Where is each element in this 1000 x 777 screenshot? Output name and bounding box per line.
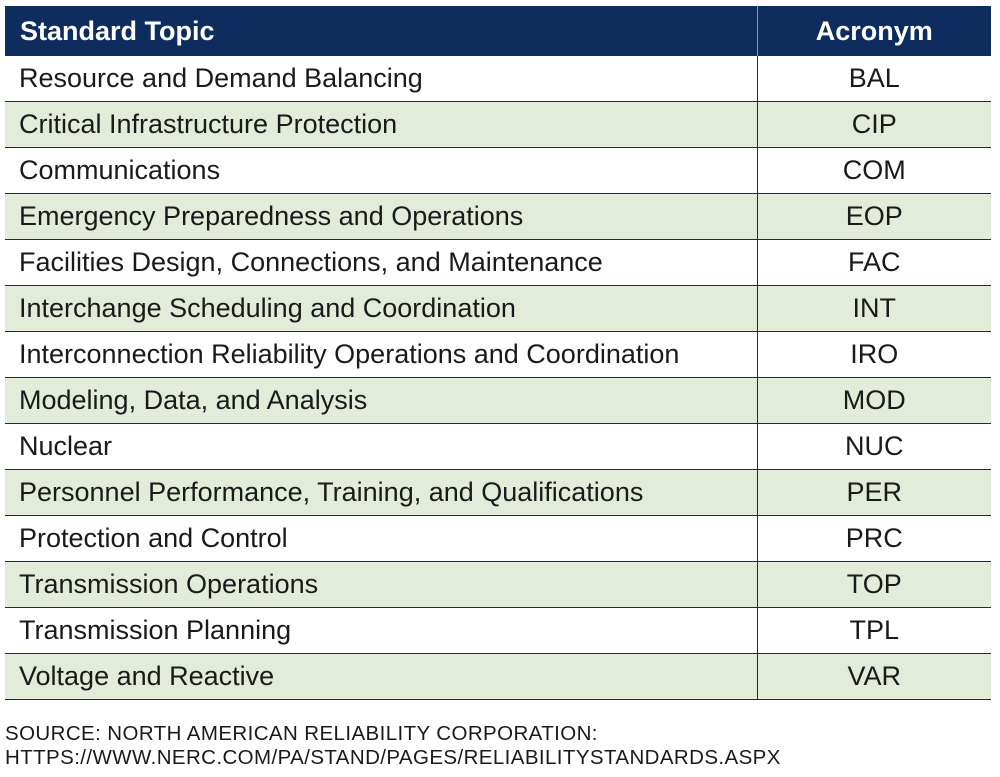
cell-acronym: FAC [757, 240, 991, 286]
cell-acronym: COM [757, 148, 991, 194]
cell-acronym: TOP [757, 562, 991, 608]
cell-acronym: PRC [757, 516, 991, 562]
table-row [5, 378, 991, 424]
table-row [5, 562, 991, 608]
header-row [5, 6, 991, 56]
source-line-1: SOURCE: NORTH AMERICAN RELIABILITY CORPORATION: [5, 722, 598, 745]
standards-table-container [5, 6, 991, 700]
source-note [5, 722, 781, 770]
cell-standard-topic: Critical Infrastructure Protection [5, 102, 757, 148]
table-row [5, 424, 991, 470]
cell-standard-topic: Interchange Scheduling and Coordination [5, 286, 757, 332]
cell-standard-topic: Protection and Control [5, 516, 757, 562]
header-standard-topic: Standard Topic [5, 6, 757, 56]
table-row [5, 194, 991, 240]
cell-acronym: BAL [757, 56, 991, 102]
cell-acronym: VAR [757, 654, 991, 700]
table-row [5, 332, 991, 378]
table-row [5, 516, 991, 562]
cell-standard-topic: Transmission Planning [5, 608, 757, 654]
cell-standard-topic: Nuclear [5, 424, 757, 470]
cell-standard-topic: Modeling, Data, and Analysis [5, 378, 757, 424]
table-row [5, 654, 991, 700]
cell-acronym: EOP [757, 194, 991, 240]
cell-acronym: NUC [757, 424, 991, 470]
cell-acronym: IRO [757, 332, 991, 378]
table-row [5, 286, 991, 332]
table-header [5, 6, 991, 56]
table-row [5, 240, 991, 286]
cell-standard-topic: Emergency Preparedness and Operations [5, 194, 757, 240]
table-body [5, 56, 991, 700]
source-line-2: HTTPS://WWW.NERC.COM/PA/STAND/PAGES/RELIABILITYSTANDARDS.ASPX [5, 746, 781, 769]
header-acronym: Acronym [757, 6, 991, 56]
cell-standard-topic: Personnel Performance, Training, and Qualifications [5, 470, 757, 516]
table-row [5, 102, 991, 148]
table-row [5, 56, 991, 102]
table-row [5, 608, 991, 654]
cell-standard-topic: Voltage and Reactive [5, 654, 757, 700]
cell-acronym: TPL [757, 608, 991, 654]
cell-acronym: MOD [757, 378, 991, 424]
cell-acronym: PER [757, 470, 991, 516]
cell-standard-topic: Communications [5, 148, 757, 194]
cell-standard-topic: Facilities Design, Connections, and Maintenance [5, 240, 757, 286]
cell-standard-topic: Transmission Operations [5, 562, 757, 608]
cell-standard-topic: Resource and Demand Balancing [5, 56, 757, 102]
cell-standard-topic: Interconnection Reliability Operations and Coordination [5, 332, 757, 378]
table-row [5, 470, 991, 516]
table-row [5, 148, 991, 194]
cell-acronym: INT [757, 286, 991, 332]
standards-table [5, 6, 991, 700]
cell-acronym: CIP [757, 102, 991, 148]
